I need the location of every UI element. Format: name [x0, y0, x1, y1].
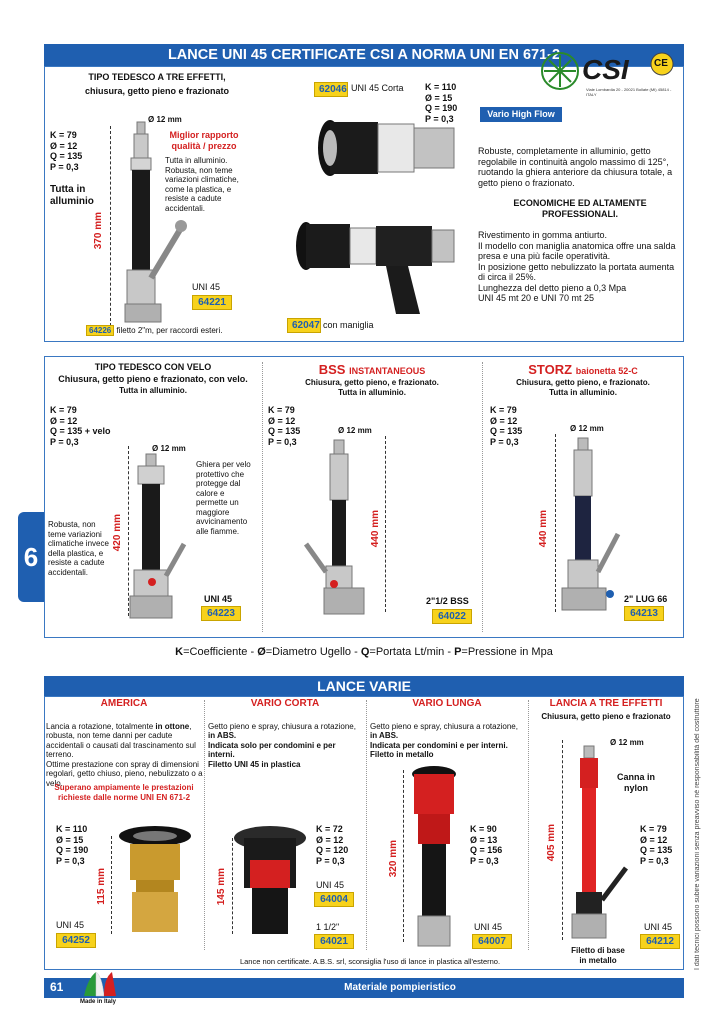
mid-mid-title-main: BSS: [318, 362, 346, 377]
tre-title: LANCIA A TRE EFFETTI: [549, 698, 663, 709]
top-right-desc2: Rivestimento in gomma antiurto. Il modello con maniglia anatomica offre una salda presa e una più facile operatività. In posizione getto nebulizzato la portata aumenta di circa il 25%. Lunghezza del detto pieno a 0,3 Mpa UNI 45 mt 20 e UNI 70 mt 25: [478, 230, 676, 303]
mid-right-uni: 2" LUG 66: [624, 594, 668, 604]
top-left-title: [62, 72, 252, 96]
america-desc-a: Lancia a rotazione, totalmente: [46, 721, 156, 731]
top-mid-label2: con maniglia: [323, 320, 374, 330]
lunga-uni: UNI 45: [474, 922, 503, 932]
top-left-note-code: 64226: [86, 325, 114, 336]
legend-p-text: =Pressione in Mpa: [461, 646, 553, 658]
top-left-nozzle: Ø 12 mm: [148, 115, 182, 124]
mid-mid-code: 64022: [432, 609, 472, 624]
corta-specs: K = 72 Ø = 12 Q = 120 P = 0,3: [316, 824, 349, 866]
tre-nozzle: Ø 12 mm: [610, 738, 644, 747]
lunga-title: VARIO LUNGA: [412, 698, 482, 709]
mid-left-length: 420 mm: [112, 514, 123, 552]
mid-right-nozzle: Ø 12 mm: [570, 424, 604, 433]
lunga-specs: K = 90 Ø = 13 Q = 156 P = 0,3: [470, 824, 503, 866]
csi-logo-small: Viale Lombardia 20 - 20021 Bollate (MI) 45814 - ITALY: [586, 87, 672, 97]
america-desc-b: in ottone: [155, 721, 190, 731]
mid-right-code: 64213: [624, 606, 664, 621]
tre-specs: K = 79 Ø = 12 Q = 135 P = 0,3: [640, 824, 673, 866]
top-left-title-line1: TIPO TEDESCO A TRE EFFETTI,: [88, 72, 226, 82]
mid-left-code: 64223: [201, 606, 241, 621]
varie-separator-3: [528, 700, 529, 950]
mid-right-specs: K = 79 Ø = 12 Q = 135 P = 0,3: [490, 405, 523, 447]
tre-nozzle-image: [566, 744, 636, 944]
mid-mid-title: [264, 362, 480, 377]
top-mid-label1: UNI 45 Corta: [351, 83, 404, 93]
corta-desc-c: Indicata solo per condomini e per interni. Filetto UNI 45 in plastica: [208, 740, 336, 769]
mid-mid-measure-line: [385, 436, 386, 612]
legend: [44, 646, 684, 658]
mid-left-sub2: Tutta in alluminio.: [119, 386, 187, 395]
mid-left-title: TIPO TEDESCO CON VELO: [94, 362, 212, 372]
america-desc-c: , robusta, non teme danni per cadute accidentali o causati dal trascinamento sul terreno. Ottime prestazione con spray di dimensioni regolari, getto chiuso, pieno, nebulizzato o a velo.: [46, 721, 203, 788]
top-mid-nozzle2-image: [290, 210, 470, 320]
mid-left-sub: Chiusura, getto pieno e frazionato, con velo.: [58, 374, 248, 384]
csi-logo-text: CSI: [582, 54, 629, 85]
america-uni: UNI 45: [56, 920, 85, 930]
varie-banner: LANCE VARIE: [44, 676, 684, 696]
corta-nozzle-image: [228, 820, 314, 940]
top-mid-code1: 62046: [314, 82, 348, 97]
legend-k-text: =Coefficiente -: [183, 646, 258, 658]
mid-mid-nozzle-image: [300, 438, 380, 618]
america-red: Superano ampiamente le prestazioni richieste dalle norme UNI EN 671-2: [54, 783, 194, 802]
mid-right-title-main: STORZ: [528, 362, 573, 377]
lunga-desc-a: Getto pieno e spray, chiusura a rotazione,: [370, 721, 518, 731]
america-measure-line: [111, 836, 112, 934]
ce-mark: CE: [654, 58, 668, 69]
tre-sub: Chiusura, getto pieno e frazionato: [541, 712, 671, 721]
tre-thread: Filetto di base in metallo: [571, 946, 625, 965]
mid-right-nozzle-image: [556, 436, 636, 616]
mid-left-nozzle: Ø 12 mm: [152, 444, 186, 453]
top-right-subtitle: ECONOMICHE ED ALTAMENTE PROFESSIONALI.: [513, 198, 647, 219]
mid-mid-length: 440 mm: [370, 510, 381, 548]
corta-desc: [208, 712, 364, 769]
top-left-title-line2: chiusura, getto pieno e frazionato: [84, 85, 229, 96]
mid-mid-sub: Chiusura, getto pieno, e frazionato.: [305, 378, 439, 387]
varie-note: Lance non certificate. A.B.S. srl, sconsiglia l'uso di lance in plastica all'esterno.: [239, 957, 501, 966]
page-title-banner: LANCE UNI 45 CERTIFICATE CSI A NORMA UNI EN 671-2: [44, 44, 684, 66]
america-code: 64252: [56, 933, 96, 948]
mid-left-desc: Robusta, non teme variazioni climatiche invece della plastica, e resiste a cadute accidentali.: [48, 520, 109, 577]
america-length: 115 mm: [96, 868, 107, 905]
corta-measure-line: [232, 838, 233, 934]
legend-q-text: =Portata Lt/min -: [369, 646, 455, 658]
legend-d-text: =Diametro Ugello -: [265, 646, 361, 658]
mid-mid-uni: 2"1/2 BSS: [426, 596, 469, 606]
lunga-desc-b: in ABS.: [370, 731, 399, 740]
lunga-nozzle-image: [404, 764, 464, 950]
mid-left-nozzle-image: [118, 452, 198, 624]
top-mid-nozzle1-image: [308, 108, 468, 188]
top-mid-specs: K = 110 Ø = 15 Q = 190 P = 0,3: [425, 82, 458, 124]
middle-separator-1: [262, 362, 263, 632]
made-in-italy: Made in Italy: [80, 999, 117, 1005]
top-left-code: 64221: [192, 295, 232, 310]
mid-mid-specs: K = 79 Ø = 12 Q = 135 P = 0,3: [268, 405, 301, 447]
top-left-desc: Tutta in alluminio. Robusta, non teme variazioni climatiche, come la plastica, e resiste a cadute accidentali.: [165, 156, 239, 213]
tre-uni: UNI 45: [644, 922, 673, 932]
lunga-desc: [370, 712, 526, 760]
mid-right-sub2: Tutta in alluminio.: [549, 388, 617, 397]
vario-badge: Vario High Flow: [480, 107, 562, 122]
section-tab: 6: [18, 512, 44, 602]
legend-d: Ø: [257, 646, 266, 658]
america-nozzle-image: [112, 822, 198, 938]
top-left-uni: UNI 45: [192, 282, 221, 292]
mid-left-uni: UNI 45: [204, 594, 233, 604]
middle-separator-2: [482, 362, 483, 632]
tre-code: 64212: [640, 934, 680, 949]
america-specs: K = 110 Ø = 15 Q = 190 P = 0,3: [56, 824, 89, 866]
mid-left-veil: Ghiera per velo protettivo che protegge dal calore e permette un maggiore avvicinamento alle fiamme.: [196, 460, 251, 536]
america-desc: [46, 712, 204, 788]
mid-left-specs: K = 79 Ø = 12 Q = 135 + velo P = 0,3: [50, 405, 111, 447]
mid-mid-sub2: Tutta in alluminio.: [338, 388, 406, 397]
corta-uni2: 1 1/2": [316, 922, 340, 932]
legend-k: K: [175, 646, 184, 658]
corta-uni1: UNI 45: [316, 880, 345, 890]
top-left-quality: Miglior rapporto qualità / prezzo: [169, 130, 239, 151]
side-note: I dati tecnici possono subire variazioni senza preavviso né responsabilità del costruttore: [694, 698, 701, 970]
mid-right-sub: Chiusura, getto pieno, e frazionato.: [516, 378, 650, 387]
corta-desc-b: in ABS.: [208, 731, 237, 740]
legend-p: P: [454, 646, 462, 658]
mid-right-title: [484, 362, 682, 377]
top-mid-code2: 62047: [287, 318, 321, 333]
lunga-code: 64007: [472, 934, 512, 949]
top-left-measure-line: [110, 126, 111, 326]
italy-flag-icon: [82, 970, 118, 998]
top-left-specs: K = 79 Ø = 12 Q = 135 P = 0,3: [50, 130, 83, 172]
footer-label: Materiale pompieristico: [344, 982, 456, 993]
corta-desc-a: Getto pieno e spray, chiusura a rotazione,: [208, 721, 356, 731]
top-left-length: 370 mm: [93, 212, 104, 250]
varie-separator-1: [204, 700, 205, 950]
top-left-note: [86, 326, 222, 336]
legend-q: Q: [360, 646, 370, 658]
mid-mid-nozzle: Ø 12 mm: [338, 426, 372, 435]
page-number: 61: [50, 980, 64, 994]
lunga-measure-line: [403, 770, 404, 942]
top-left-material: Tutta in alluminio: [50, 184, 94, 207]
lunga-length: 320 mm: [388, 840, 399, 878]
mid-right-length: 440 mm: [538, 510, 549, 548]
top-left-nozzle-image: [115, 118, 195, 328]
corta-code1: 64004: [314, 892, 354, 907]
corta-length: 145 mm: [216, 868, 227, 906]
tre-canna: Canna in nylon: [616, 772, 655, 793]
varie-separator-2: [366, 700, 367, 950]
lunga-desc-c: Indicata per condomini e per interni. Filetto in metallo: [370, 740, 508, 759]
top-left-note-text: filetto 2"m, per raccordi esteri.: [114, 326, 223, 335]
mid-right-title-small: baionetta 52-C: [575, 366, 638, 376]
corta-code2: 64021: [314, 934, 354, 949]
mid-mid-title-small: INSTANTANEOUS: [349, 366, 426, 376]
america-title: AMERICA: [100, 698, 148, 709]
top-right-desc1: Robuste, completamente in alluminio, getto regolabile in continuità angolo massimo di 125°, ruotando la ghiera anteriore da chiusura totale, a getto pieno o frazionato.: [478, 146, 673, 188]
corta-title: VARIO CORTA: [250, 698, 320, 709]
tre-length: 405 mm: [546, 824, 557, 862]
tre-measure-line: [562, 740, 563, 940]
